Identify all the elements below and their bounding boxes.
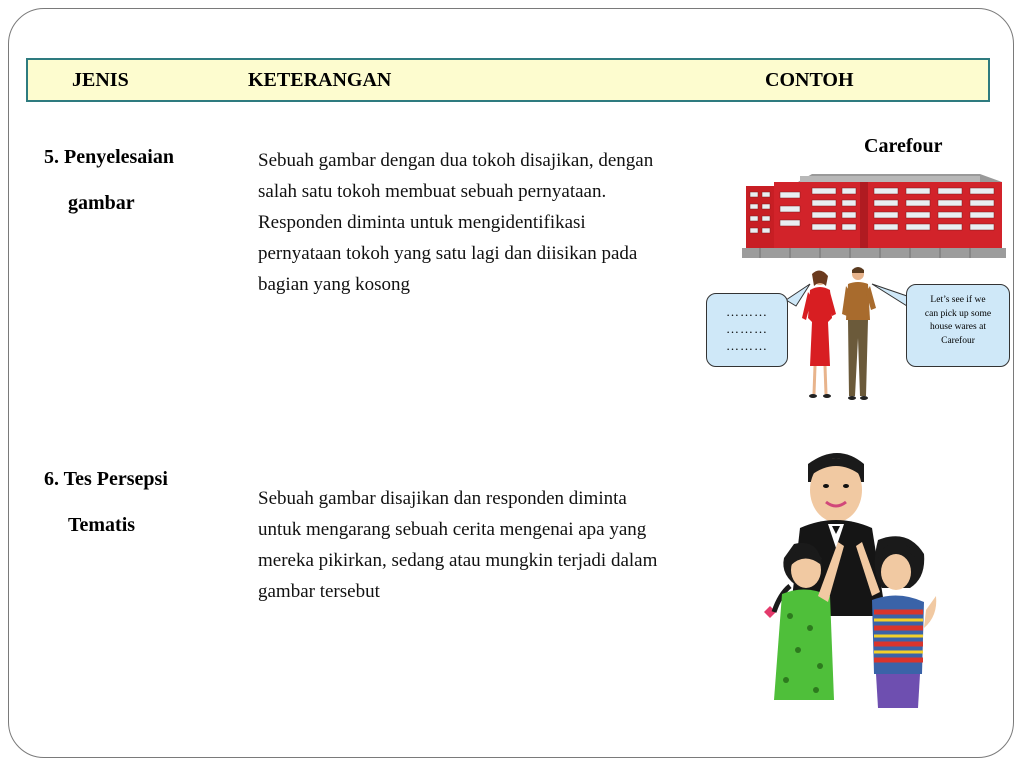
row-description-penyelesaian: Sebuah gambar dengan dua tokoh disajikan, dengan salah satu tokoh membuat sebuah pernyataan. Responden diminta untuk mengidentifikasi pernyataan tokoh yang satu lagi dan diisikan pada bagian yang kosong <box>258 150 654 295</box>
header-jenis: JENIS <box>72 69 129 91</box>
bubble-line: house wares at <box>930 322 986 332</box>
row-title-line1: 5. Penyelesaian <box>44 146 174 168</box>
row-title-line2: Tematis <box>68 514 136 536</box>
family-illustration <box>760 446 940 714</box>
table-header <box>26 58 990 102</box>
header-keterangan: KETERANGAN <box>248 69 392 91</box>
speech-bubble-empty <box>706 293 788 367</box>
row-title-persepsi <box>44 456 168 548</box>
building-illustration <box>740 168 1008 260</box>
bubble-line: can pick up some <box>924 308 992 319</box>
bubble-line: ……… <box>726 321 768 336</box>
bubble-line: ……… <box>726 304 768 319</box>
couple-illustration <box>798 268 882 406</box>
bubble-line: Carefour <box>941 335 975 346</box>
bubble-line: Let’s see if we <box>930 295 986 305</box>
row-title-line1: 6. Tes Persepsi <box>44 468 168 490</box>
row-title-line2: gambar <box>68 192 135 214</box>
bubble-line: ……… <box>726 338 768 353</box>
row-title-penyelesaian <box>44 134 174 226</box>
header-contoh: CONTOH <box>765 69 854 91</box>
speech-bubble-statement <box>906 284 1010 367</box>
store-label: Carefour <box>864 135 943 157</box>
row-description-persepsi: Sebuah gambar disajikan dan responden diminta untuk mengarang sebuah cerita mengenai apa yang mereka pikirkan, sedang atau mungkin terjadi dalam gambar tersebut <box>258 488 658 602</box>
